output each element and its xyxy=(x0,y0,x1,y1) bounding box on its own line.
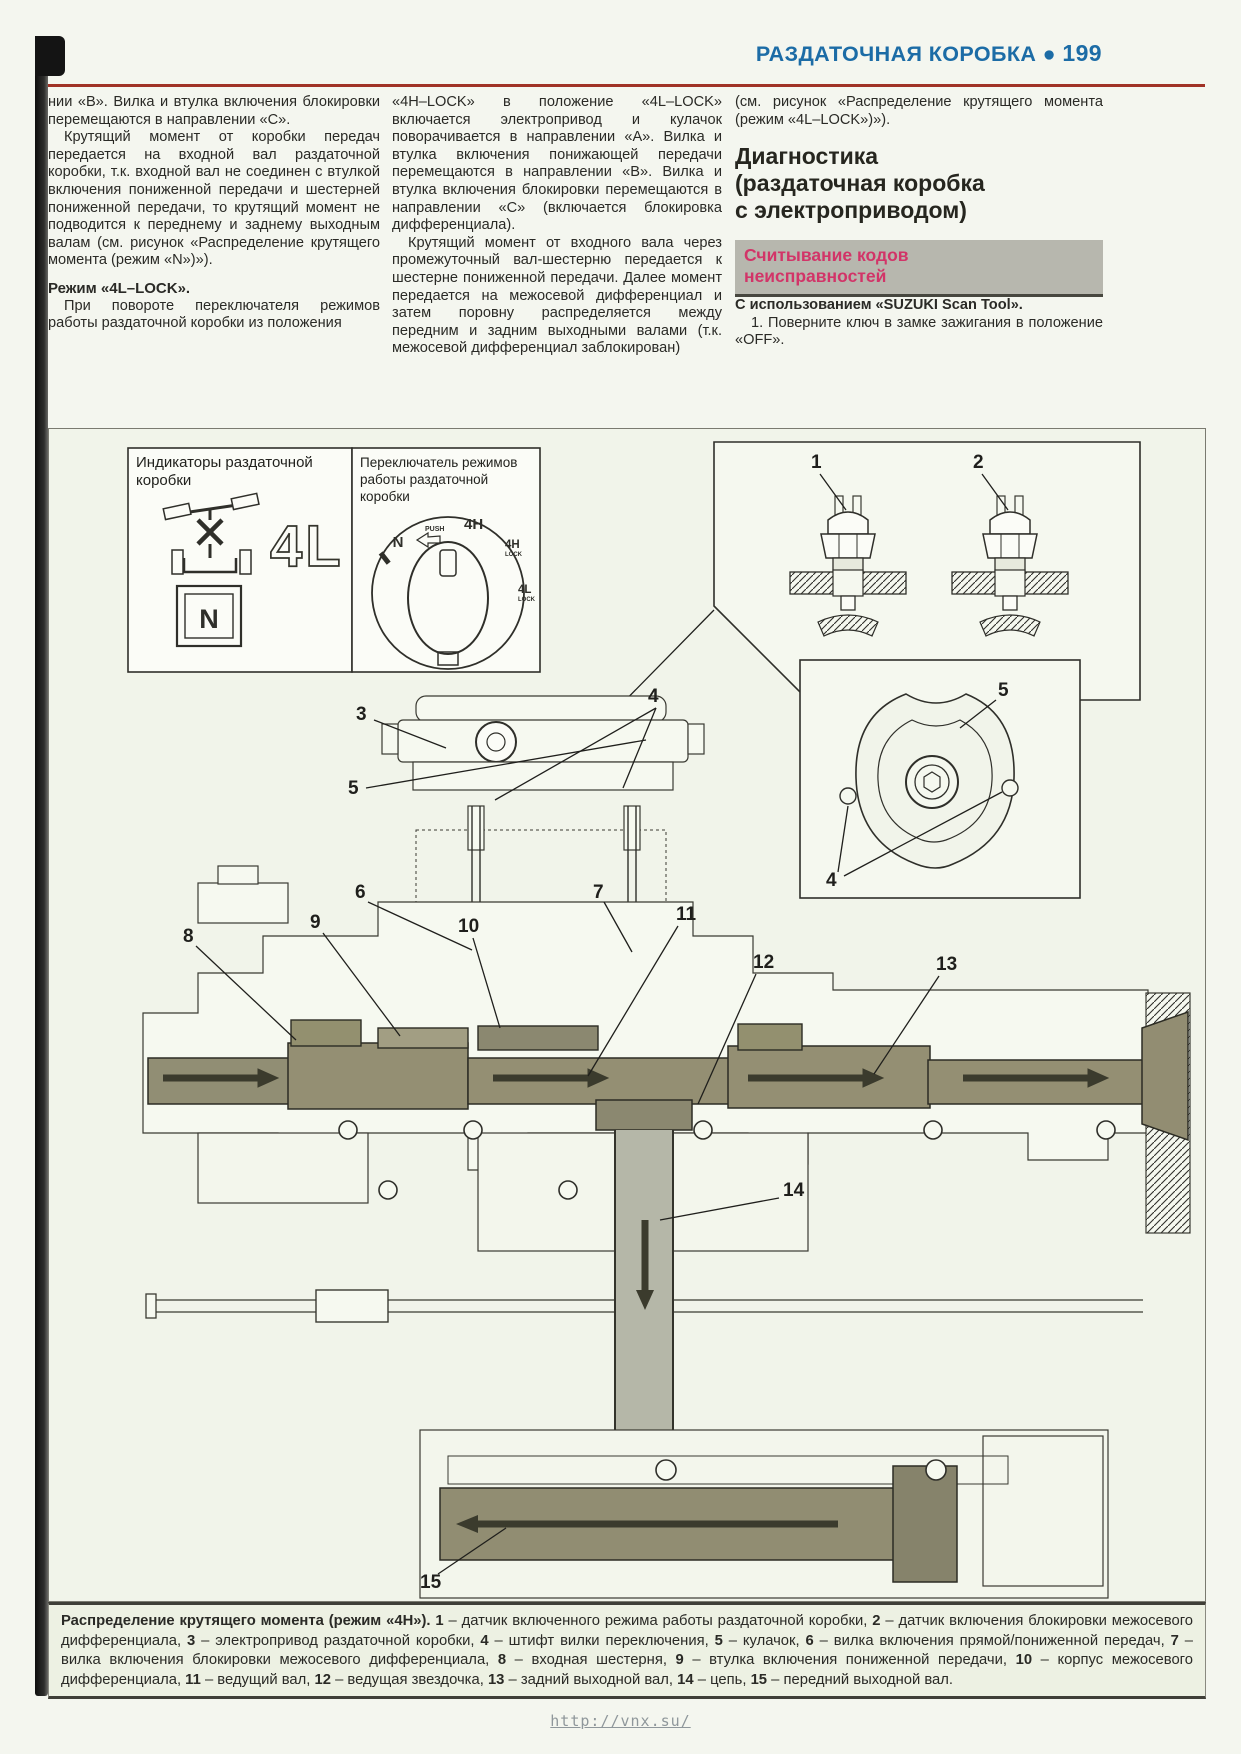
header-rule xyxy=(48,84,1205,87)
caption-part: 14 – цепь, xyxy=(677,1671,751,1688)
indicator-4l-label: 4L xyxy=(270,514,344,579)
cam-detail-box xyxy=(800,660,1080,898)
front-output-shaft xyxy=(420,1430,1108,1598)
caption-part: 12 – ведущая звездочка, xyxy=(314,1671,488,1688)
part-label-10: 10 xyxy=(458,916,480,937)
part-label-1: 1 xyxy=(811,452,822,473)
part-label-6: 6 xyxy=(355,882,366,903)
figure-caption xyxy=(48,1602,1206,1699)
part-label-14: 14 xyxy=(783,1180,805,1201)
part-label-13: 13 xyxy=(936,954,958,975)
part-label-5b: 5 xyxy=(998,680,1009,701)
page-header xyxy=(520,40,1102,67)
caption-part: 8 – входная шестерня, xyxy=(497,1652,676,1668)
text-column-3 xyxy=(735,94,1103,350)
svg-text:LOCK: LOCK xyxy=(518,597,535,603)
caption-part: 7 – вилка включения блокировки межосевого дифференциала, xyxy=(61,1632,1193,1668)
subsection-heading: С использованием «SUZUKI Scan Tool». xyxy=(735,297,1023,314)
caption-part: 4 – штифт вилки переключения, xyxy=(480,1632,715,1649)
caption-part: 13 – задний выходной вал, xyxy=(487,1671,678,1688)
caption-part: 15 – передний выходной вал. xyxy=(750,1671,954,1688)
part-label-9: 9 xyxy=(310,912,321,933)
section-badge: Считывание кодов неисправностей xyxy=(735,240,1103,297)
paragraph: (см. рисунок «Распределение крутящего момента (режим «4L–LOCK»)»). xyxy=(735,94,1103,128)
indicator-n-box xyxy=(177,586,241,646)
caption-part: 2 – датчик включения блокировки межосевого дифференциала, xyxy=(61,1613,1193,1649)
part-label-11: 11 xyxy=(676,904,697,925)
drive-sprocket xyxy=(596,1100,692,1130)
paragraph: Крутящий момент от коробки передач передается на входной вал раздаточной коробки, т.к. входной вал не соединен с втулкой включения пониженной передачи и шестерней пониженной передачи, то крутящий момент не подводится к переднему и заднему выходным валам (см. рисунок «Распределение крутящего момента (режим «N»)»). xyxy=(48,129,380,269)
dial-pos-n: N xyxy=(392,534,404,551)
dial-pos-4h: 4H xyxy=(464,516,484,533)
caption-title: Распределение крутящего момента (режим «4Н»). xyxy=(61,1613,431,1629)
scan-gutter-mark xyxy=(35,36,65,76)
transfer-case-figure xyxy=(48,428,1206,1602)
part-label-7: 7 xyxy=(593,882,604,903)
caption-part: 9 – втулка включения пониженной передачи, xyxy=(675,1652,1016,1668)
svg-text:LOCK: LOCK xyxy=(505,552,522,558)
part-label-15: 15 xyxy=(420,1572,442,1593)
switch-title: Переключатель режимов работы раздаточной коробки xyxy=(360,455,518,504)
part-label-5: 5 xyxy=(348,778,359,799)
paragraph: 1. Поверните ключ в замке зажигания в положение «OFF». xyxy=(735,314,1103,349)
dial-pos-4llock: 4L xyxy=(518,584,532,596)
mode-switch-box xyxy=(352,448,540,672)
paragraph: При повороте переключателя режимов работы раздаточной коробки из положения xyxy=(48,297,380,332)
diagnostics-heading: Диагностика (раздаточная коробка с электроприводом) xyxy=(735,143,985,224)
part-label-4: 4 xyxy=(648,686,659,707)
caption-part: 6 – вилка включения прямой/пониженной передач, xyxy=(805,1632,1171,1649)
dial-pos-4hlock: 4H xyxy=(505,539,520,551)
mode-heading: Режим «4L–LOCK». xyxy=(48,279,191,297)
part-label-12: 12 xyxy=(753,952,775,973)
part-label-8: 8 xyxy=(183,926,194,947)
caption-part: 5 – кулачок, xyxy=(714,1632,806,1649)
watermark-footer xyxy=(0,1712,1241,1730)
paragraph: «4H–LOCK» в положение «4L–LOCK» включается электропривод и кулачок поворачивается в направлении «А». Вилка и втулка включения понижающей передачи перемещаются в направлении «В». Вилка и втулка включения блокировки перемещаются в направлении «С» (включается блокировка дифференциала). xyxy=(392,94,722,234)
indicators-box xyxy=(128,448,352,672)
text-column-2 xyxy=(392,94,722,358)
part-label-3: 3 xyxy=(356,704,367,725)
paragraph: Крутящий момент от входного вала через промежуточный вал-шестерню передается к шестерне пониженной передачи. Далее момент передается на межосевой дифференциал и затем поровну распределяется между передним и задним выходными валами (т.к. межосевой дифференциал заблокирован) xyxy=(392,234,722,357)
text-column-1 xyxy=(48,94,380,333)
chapter-title: РАЗДАТОЧНАЯ КОРОБКА xyxy=(755,42,1037,66)
watermark-url[interactable]: http://vnx.su/ xyxy=(550,1712,691,1730)
part-label-4b: 4 xyxy=(826,870,837,891)
scan-gutter-bar xyxy=(35,36,48,1696)
caption-part: 11 – ведущий вал, xyxy=(185,1671,315,1688)
dial-push-label: PUSH xyxy=(425,526,445,533)
part-label-2: 2 xyxy=(973,452,984,473)
indicator-n-label: N xyxy=(199,604,219,634)
caption-part: 1 – датчик включенного режима работы раздаточной коробки, xyxy=(435,1613,873,1629)
bullet-icon: ● xyxy=(1042,42,1057,66)
paragraph: нии «B». Вилка и втулка включения блокировки перемещаются в направлении «С». xyxy=(48,94,380,128)
page-number: 199 xyxy=(1062,40,1102,66)
indicators-title: Индикаторы раздаточной коробки xyxy=(136,454,313,489)
caption-part: 10 – корпус межосевого дифференциала, xyxy=(61,1652,1193,1688)
caption-part: 3 – электропривод раздаточной коробки, xyxy=(186,1632,481,1649)
